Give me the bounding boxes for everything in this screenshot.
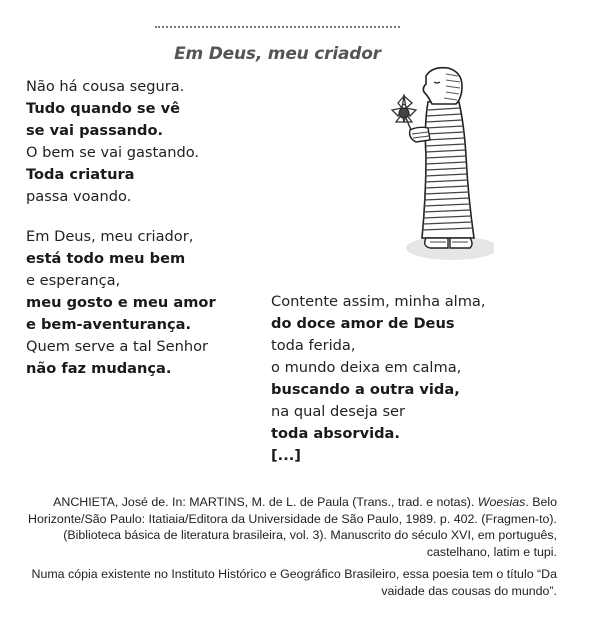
poem-line: está todo meu bem [26, 250, 186, 267]
poem-line: o mundo deixa em calma, [271, 359, 462, 376]
poem-line: passa voando. [26, 188, 132, 205]
poem-line: buscando a outra vida, [271, 381, 460, 398]
citation-note: Numa cópia existente no Instituto Histórico e Geográfico Brasileiro, essa poesia tem o título “Da vaidade das cousas do mundo”. [31, 567, 557, 598]
poem-line: toda absorvida. [271, 425, 400, 442]
citation-reference: ANCHIETA, José de. In: MARTINS, M. de L. de Paula (Trans., trad. e notas). Woesias. Belo Horizonte/São Paulo: Itatiaia/Editora da Universidade de São Paulo, 1989. p. 402. (Fragmen-to). (Biblioteca básica de literatura brasileira, vol. 3). Manuscrito do século XVI, em português, castelhano, latim e tupi. [28, 495, 557, 559]
poem-line: na qual deseja ser [271, 403, 406, 420]
poem-line: [...] [271, 447, 301, 464]
book-title: Woesias [477, 495, 526, 509]
poem-line: Quem serve a tal Senhor [26, 338, 209, 355]
bibliographic-citation [17, 494, 557, 599]
poem-line: Em Deus, meu criador, [26, 228, 194, 245]
poem-title: Em Deus, meu criador [174, 44, 381, 64]
poem-line: Não há cousa segura. [26, 78, 185, 95]
stanza-3 [271, 291, 486, 467]
poem-line: Toda criatura [26, 166, 135, 183]
dotted-divider [155, 26, 400, 28]
poem-line: e bem-aventurança. [26, 316, 192, 333]
poem-line: meu gosto e meu amor [26, 294, 216, 311]
poem-line: se vai passando. [26, 122, 164, 139]
poem-line: Tudo quando se vê [26, 100, 180, 117]
poem-line: toda ferida, [271, 337, 356, 354]
poem-line: O bem se vai gastando. [26, 144, 200, 161]
stanza-1 [26, 76, 199, 208]
monk-holding-flower-icon [382, 66, 494, 264]
poem-line: do doce amor de Deus [271, 315, 455, 332]
poem-line: não faz mudança. [26, 360, 172, 377]
poem-line: Contente assim, minha alma, [271, 293, 486, 310]
poem-line: e esperança, [26, 272, 121, 289]
stanza-2 [26, 226, 216, 380]
